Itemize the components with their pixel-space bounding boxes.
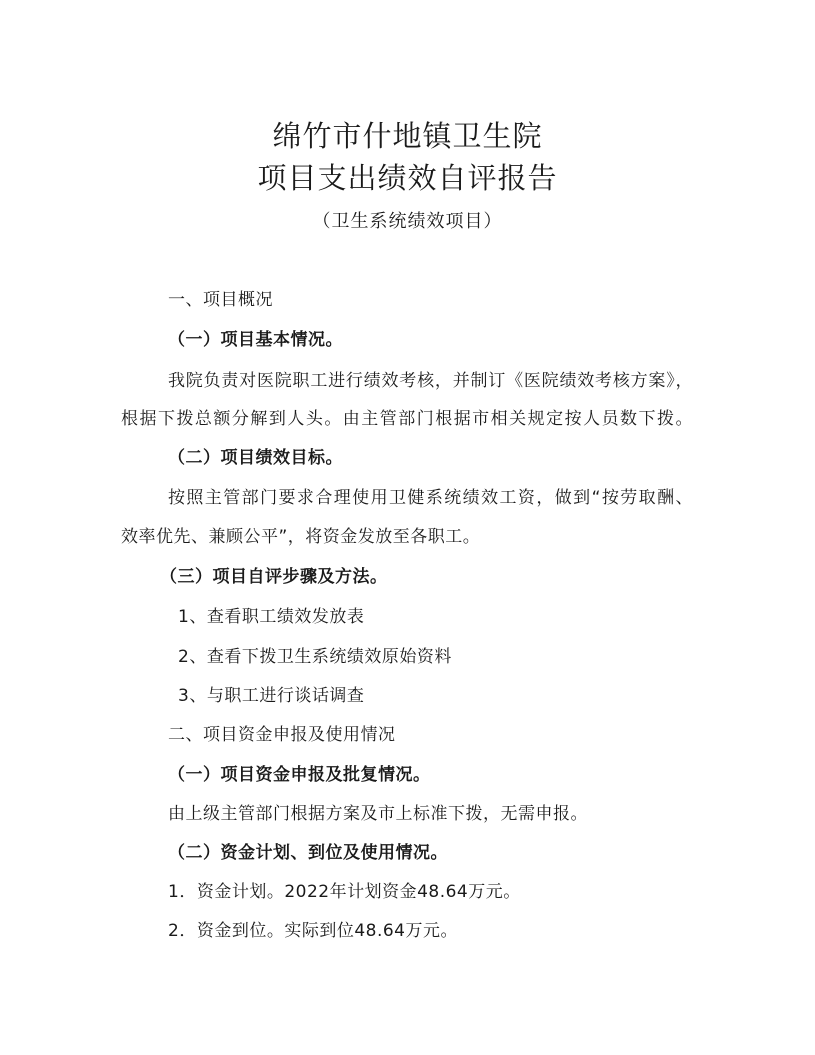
report-subtitle: （卫生系统绩效项目）	[312, 211, 503, 232]
step-item-3: 3、与职工进行谈话调查	[178, 686, 365, 706]
paragraph-basic-info-line-1: 我院负责对医院职工进行绩效考核，并制订《医院绩效考核方案》，	[168, 371, 693, 391]
step-item-1: 1、查看职工绩效发放表	[178, 607, 365, 627]
heading-funds-plan: （二）资金计划、到位及使用情况。	[168, 843, 448, 863]
heading-evaluation-steps: （三）项目自评步骤及方法。	[160, 567, 388, 587]
heading-funds-application: （一）项目资金申报及批复情况。	[168, 765, 431, 785]
heading-funds-usage: 二、项目资金申报及使用情况	[168, 725, 396, 745]
step-item-2: 2、查看下拨卫生系统绩效原始资料	[178, 647, 452, 667]
heading-project-overview: 一、项目概况	[168, 290, 273, 310]
report-title-line-2: 项目支出绩效自评报告	[257, 161, 558, 195]
paragraph-funds-application: 由上级主管部门根据方案及市上标准下拨，无需申报。	[168, 804, 588, 824]
report-title-line-1: 绵竹市什地镇卫生院	[272, 119, 543, 153]
paragraph-basic-info-line-2: 根据下拨总额分解到人头。由主管部门根据市相关规定按人员数下拨。	[121, 409, 693, 429]
heading-performance-goal: （二）项目绩效目标。	[168, 448, 343, 468]
heading-basic-info: （一）项目基本情况。	[168, 330, 343, 350]
paragraph-funds-arrival: 2．资金到位。实际到位48.64万元。	[168, 921, 458, 941]
paragraph-goal-line-1: 按照主管部门要求合理使用卫健系统绩效工资，做到“按劳取酬、	[168, 488, 693, 508]
paragraph-funds-plan: 1．资金计划。2022年计划资金48.64万元。	[168, 882, 521, 902]
paragraph-goal-line-2: 效率优先、兼顾公平”，将资金发放至各职工。	[121, 527, 481, 547]
